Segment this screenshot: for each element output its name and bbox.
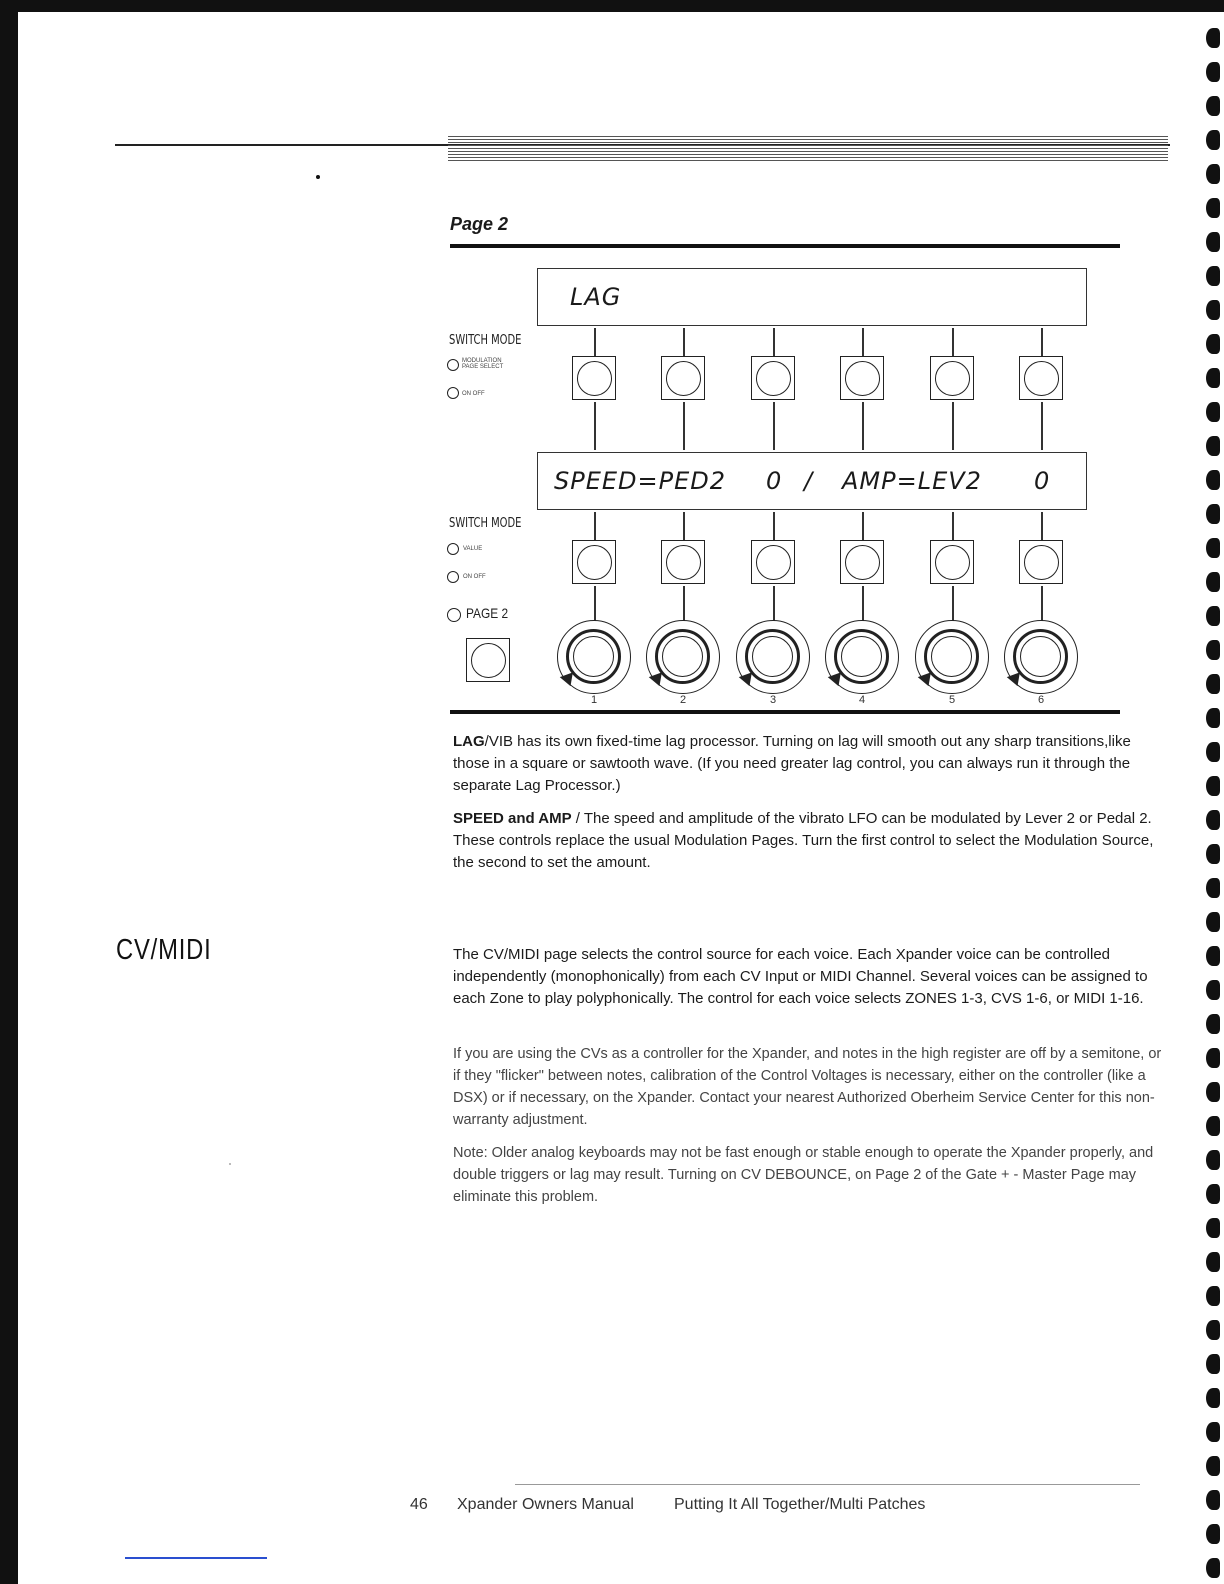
connector-low-b-3 [773, 586, 775, 622]
binding-hole [1206, 980, 1220, 1000]
led-label-modulation-page-select: MODULATION PAGE SELECT [462, 358, 504, 370]
connector-low-a-4 [862, 512, 864, 540]
knob-1[interactable] [557, 620, 631, 694]
connector-top-1 [594, 328, 596, 356]
binding-hole [1206, 1490, 1220, 1510]
knob-2[interactable] [646, 620, 720, 694]
switch-button-bottom-1[interactable] [572, 540, 616, 584]
display-speed: SPEED=PED2 [554, 467, 727, 495]
switch-mode-label-2: SWITCH MODE [449, 516, 522, 531]
led-label-on-off-1: ON OFF [462, 391, 485, 397]
connector-low-a-6 [1041, 512, 1043, 540]
connector-top-5 [952, 328, 954, 356]
binding-hole [1206, 1422, 1220, 1442]
connector-mid-5 [952, 402, 954, 450]
knob-number-3: 3 [770, 694, 777, 706]
footer-page-number: 46 [410, 1496, 428, 1513]
knob-cap [1020, 636, 1061, 677]
lag-paragraph [453, 731, 1171, 797]
display-val1: 0 [766, 467, 783, 495]
binding-hole [1206, 1252, 1220, 1272]
binding-hole [1206, 1014, 1220, 1034]
binding-hole [1206, 1116, 1220, 1136]
binding-hole [1206, 1388, 1220, 1408]
binding-hole [1206, 844, 1220, 864]
knob-number-6: 6 [1038, 694, 1045, 706]
section-title-cv-midi: CV/MIDI [116, 934, 212, 966]
led-page-2 [447, 608, 461, 622]
led-on-off-1 [447, 387, 459, 399]
connector-low-a-2 [683, 512, 685, 540]
led-label-on-off-2: ON OFF [463, 574, 486, 580]
connector-low-b-2 [683, 586, 685, 622]
switch-button-top-2[interactable] [661, 356, 705, 400]
footer-chapter: Putting It All Together/Multi Patches [674, 1496, 926, 1513]
binding-hole [1206, 1218, 1220, 1238]
binding-hole [1206, 742, 1220, 762]
connector-top-2 [683, 328, 685, 356]
knob-number-5: 5 [949, 694, 956, 706]
switch-mode-label-1: SWITCH MODE [449, 333, 522, 348]
diagram-bottom-rule [450, 710, 1120, 714]
binding-hole [1206, 1048, 1220, 1068]
speed-amp-term: SPEED and AMP [453, 810, 572, 827]
knob-cap [752, 636, 793, 677]
switch-button-bottom-2[interactable] [661, 540, 705, 584]
knob-3[interactable] [736, 620, 810, 694]
knob-number-2: 2 [680, 694, 687, 706]
page-2-button[interactable] [466, 638, 510, 682]
bottom-underline-mark [125, 1557, 267, 1559]
binding-hole [1206, 1354, 1220, 1374]
knob-number-4: 4 [859, 694, 866, 706]
switch-button-bottom-3[interactable] [751, 540, 795, 584]
binding-hole [1206, 1456, 1220, 1476]
binding-hole [1206, 1320, 1220, 1340]
binding-hole [1206, 776, 1220, 796]
connector-mid-3 [773, 402, 775, 450]
knob-cap [931, 636, 972, 677]
cv-midi-paragraph-1: The CV/MIDI page selects the control source for each voice. Each Xpander voice can be controlled independently (monophonically) from each CV Input or MIDI Channel. Several voices can be assigned to each Zone to play polyphonically. The control for each voice selects ZONES 1-3, CVS 1-6, or MIDI 1-16. [453, 946, 1148, 1007]
lag-text: /VIB has its own fixed-time lag processor. Turning on lag will smooth out any sharp transitions,like those in a square or sawtooth wave. (If you need greater lag control, you can always run it through the separate Lag Processor.) [453, 733, 1131, 794]
knob-cap [662, 636, 703, 677]
speed-amp-paragraph [453, 808, 1171, 874]
switch-button-bottom-6[interactable] [1019, 540, 1063, 584]
page-heading: Page 2 [450, 214, 509, 234]
lag-term: LAG [453, 733, 485, 750]
knob-cap [841, 636, 882, 677]
display-val2: 0 [1034, 467, 1051, 495]
display-separator: / [804, 467, 814, 495]
connector-low-a-5 [952, 512, 954, 540]
connector-low-a-3 [773, 512, 775, 540]
connector-low-b-1 [594, 586, 596, 622]
binding-hole [1206, 912, 1220, 932]
switch-button-top-6[interactable] [1019, 356, 1063, 400]
connector-low-b-5 [952, 586, 954, 622]
knob-5[interactable] [915, 620, 989, 694]
connector-mid-2 [683, 402, 685, 450]
led-modulation-page-select [447, 359, 459, 371]
panel-diagram [0, 0, 1224, 720]
connector-mid-6 [1041, 402, 1043, 450]
binding-hole [1206, 1524, 1220, 1544]
led-value [447, 543, 459, 555]
binding-hole [1206, 1184, 1220, 1204]
connector-top-6 [1041, 328, 1043, 356]
footer-rule [515, 1484, 1140, 1485]
connector-top-4 [862, 328, 864, 356]
connector-low-b-6 [1041, 586, 1043, 622]
switch-button-bottom-5[interactable] [930, 540, 974, 584]
binding-hole [1206, 878, 1220, 898]
binding-hole [1206, 946, 1220, 966]
connector-top-3 [773, 328, 775, 356]
knob-4[interactable] [825, 620, 899, 694]
binding-hole [1206, 1286, 1220, 1306]
binding-hole [1206, 810, 1220, 830]
switch-button-top-3[interactable] [751, 356, 795, 400]
switch-button-top-5[interactable] [930, 356, 974, 400]
cv-midi-paragraph-2: If you are using the CVs as a controller for the Xpander, and notes in the high register are off by a semitone, or if they "flicker" between notes, calibration of the Control Voltages is necessary, either on the controller (like a DSX) or if necessary, on the Xpander. Contact your nearest Authorized Oberheim Service Center for this non-warranty adjustment. [453, 1046, 1162, 1128]
top-display-text: LAG [570, 283, 622, 311]
knob-6[interactable] [1004, 620, 1078, 694]
led-on-off-2 [447, 571, 459, 583]
speed-amp-text: / The speed and amplitude of the vibrato LFO can be modulated by Lever 2 or Pedal 2. These controls replace the usual Modulation Pages. Turn the first control to select the Modulation Source, the second to set the amount. [453, 810, 1154, 871]
led-label-value: VALUE [463, 546, 483, 552]
binding-hole [1206, 1558, 1220, 1578]
connector-low-b-4 [862, 586, 864, 622]
stray-mark-faint [229, 1163, 231, 1165]
switch-button-bottom-4[interactable] [840, 540, 884, 584]
top-display [537, 268, 1087, 326]
cv-midi-paragraph-3: Note: Older analog keyboards may not be fast enough or stable enough to operate the Xpander properly, and double triggers or lag may result. Turning on CV DEBOUNCE, on Page 2 of the Gate + - Master Page may eliminate this problem. [453, 1145, 1154, 1205]
switch-button-top-4[interactable] [840, 356, 884, 400]
connector-mid-4 [862, 402, 864, 450]
connector-mid-1 [594, 402, 596, 450]
display-amp: AMP=LEV2 [842, 467, 982, 495]
knob-cap [573, 636, 614, 677]
switch-button-top-1[interactable] [572, 356, 616, 400]
middle-display [537, 452, 1087, 510]
page-2-label: PAGE 2 [466, 605, 509, 621]
binding-hole [1206, 1082, 1220, 1102]
footer-book-title: Xpander Owners Manual [457, 1496, 634, 1513]
connector-low-a-1 [594, 512, 596, 540]
binding-hole [1206, 1150, 1220, 1170]
knob-number-1: 1 [591, 694, 598, 706]
